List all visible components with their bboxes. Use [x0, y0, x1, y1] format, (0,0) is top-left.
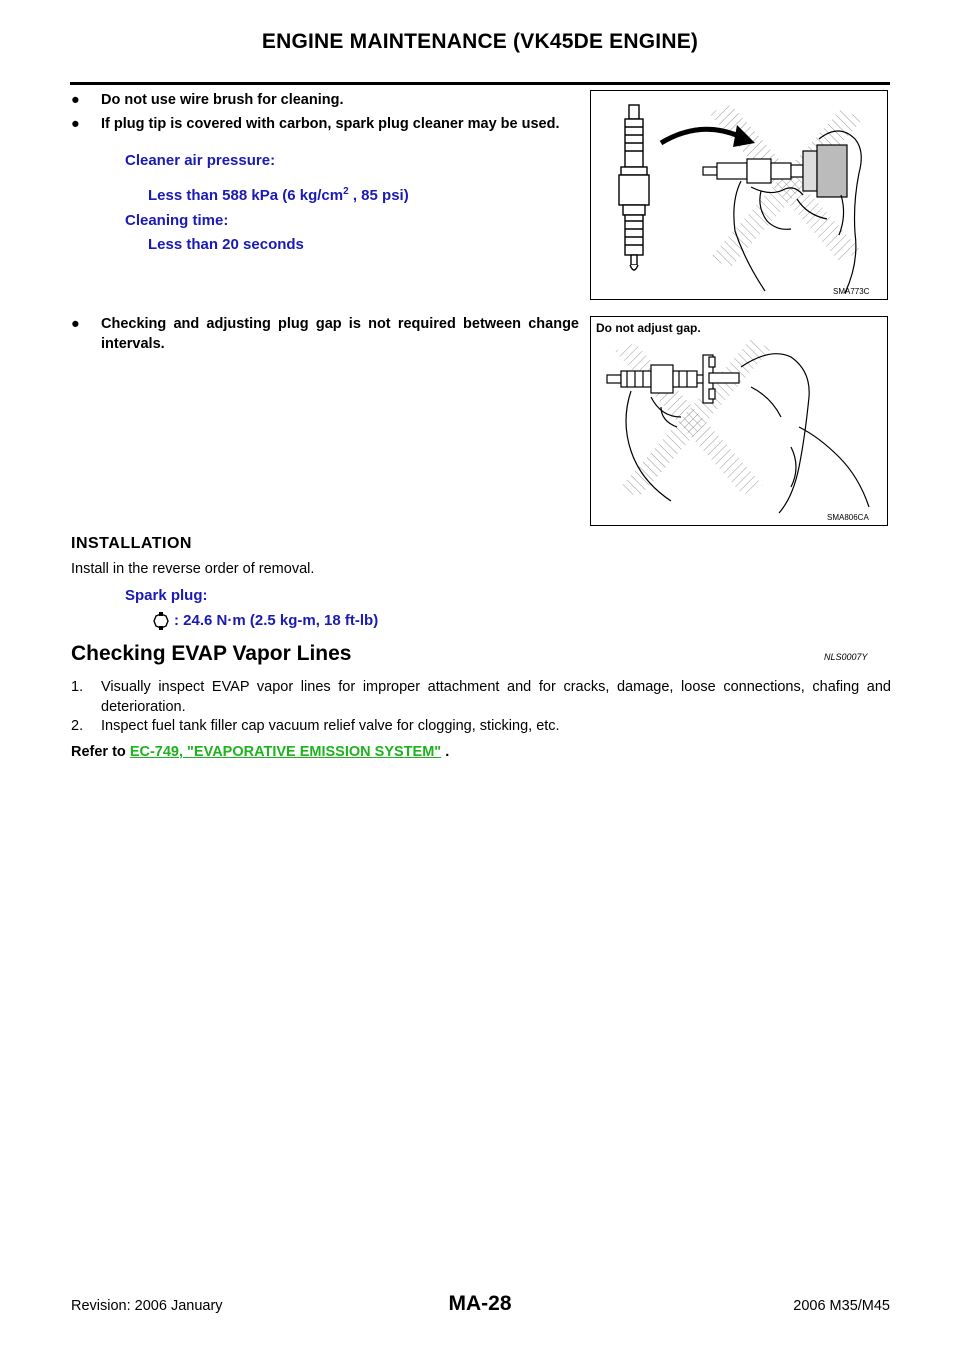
- section-title: Checking EVAP Vapor Lines: [71, 642, 352, 665]
- torque-wrench-icon: [152, 612, 170, 630]
- pressure-value-suffix: , 85 psi): [348, 187, 409, 204]
- step-item: [71, 716, 891, 736]
- header-divider: [70, 82, 890, 85]
- do-not-adjust-gap-figure: [590, 316, 888, 526]
- revision-text: Revision: 2006 January: [71, 1298, 223, 1314]
- step-text: Visually inspect EVAP vapor lines for improper attachment and for cracks, damage, loose connections, chafing and deterioration.: [101, 679, 891, 715]
- spark-plug-spec-label: Spark plug:: [125, 587, 208, 604]
- step-number: 2.: [71, 718, 84, 734]
- bullet-mark: ●: [71, 92, 80, 108]
- spark-plug-torque-value: : 24.6 N·m (2.5 kg-m, 18 ft-lb): [174, 612, 379, 629]
- step-text: Inspect fuel tank filler cap vacuum relief valve for clogging, sticking, etc.: [101, 718, 560, 734]
- figure-code: SMA806CA: [827, 513, 869, 522]
- evap-system-link[interactable]: EC-749, "EVAPORATIVE EMISSION SYSTEM": [129, 744, 442, 760]
- bullet-mark: ●: [71, 116, 80, 132]
- installation-text: Install in the reverse order of removal.: [71, 561, 315, 577]
- refer-prefix: Refer to: [71, 744, 130, 760]
- bullet-text: If plug tip is covered with carbon, spark plug cleaner may be used.: [101, 116, 560, 132]
- spark-plug-cleaner-figure: [590, 90, 888, 300]
- page-number: MA-28: [448, 1292, 512, 1315]
- bullet-mark: ●: [71, 316, 80, 332]
- installation-heading: INSTALLATION: [71, 535, 192, 552]
- bullet-text: Checking and adjusting plug gap is not required between change intervals.: [101, 316, 579, 352]
- cleaning-time-value: Less than 20 seconds: [148, 236, 304, 253]
- cleaning-time-label: Cleaning time:: [125, 212, 229, 229]
- refer-suffix: .: [441, 744, 450, 760]
- page-header-title: ENGINE MAINTENANCE (VK45DE ENGINE): [261, 30, 699, 53]
- spark-plug-cleaner-illustration: [591, 91, 887, 299]
- model-text: 2006 M35/M45: [793, 1298, 890, 1314]
- bullet-text: Do not use wire brush for cleaning.: [101, 92, 344, 108]
- step-item: [71, 677, 891, 717]
- cleaner-pressure-label: Cleaner air pressure:: [125, 152, 276, 169]
- pressure-value-sup: 2: [343, 186, 349, 197]
- figure-caption: Do not adjust gap.: [596, 321, 701, 335]
- refer-line: [71, 742, 449, 762]
- pressure-value-prefix: Less than 588 kPa (6 kg/cm: [148, 187, 344, 204]
- feeler-gauge-illustration: [591, 317, 887, 525]
- step-number: 1.: [71, 679, 84, 695]
- section-code: NLS0007Y: [824, 652, 868, 662]
- figure-code: SMA773C: [833, 287, 870, 296]
- cleaner-pressure-value: [148, 186, 409, 204]
